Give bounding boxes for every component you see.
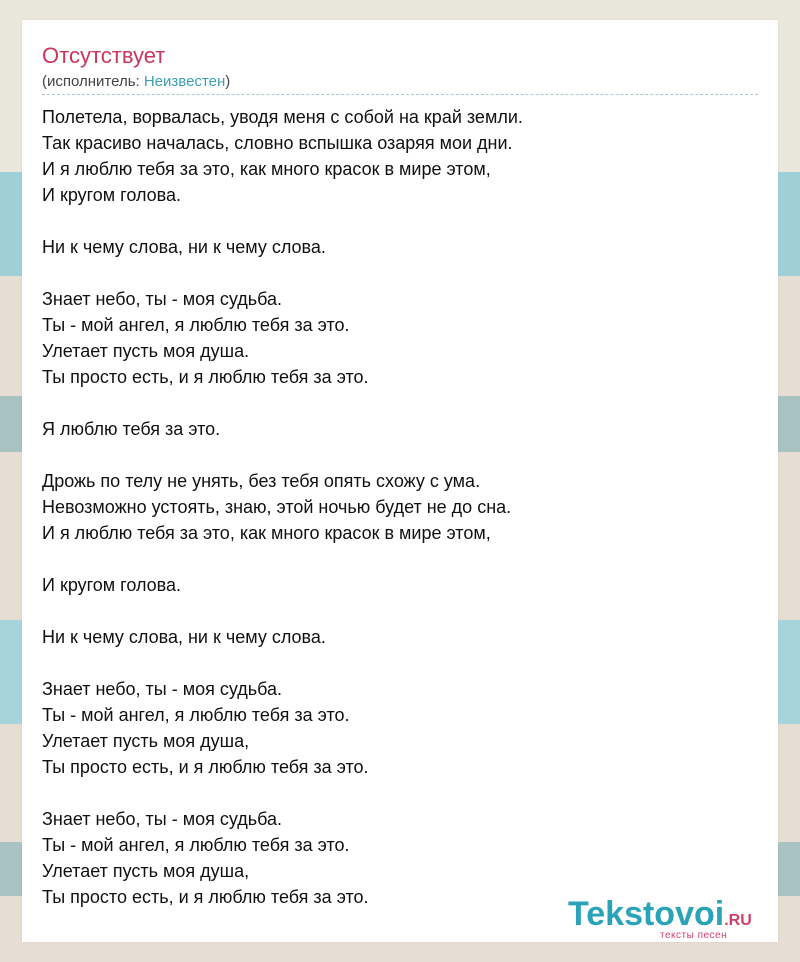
lyric-line: Дрожь по телу не унять, без тебя опять схожу с ума.: [42, 471, 481, 491]
lyric-line: Знает небо, ты - моя судьба.: [42, 809, 283, 829]
performer-link[interactable]: Неизвестен: [143, 73, 226, 90]
lyric-blank-line: [42, 442, 758, 468]
lyric-line: Улетает пусть моя душа.: [42, 341, 250, 361]
performer-prefix: (исполнитель:: [42, 73, 144, 90]
song-title: Отсутствует: [42, 43, 166, 68]
lyric-line: Ни к чему слова, ни к чему слова.: [42, 237, 326, 257]
lyric-line: Ты - мой ангел, я люблю тебя за это.: [42, 315, 350, 335]
lyric-line: Ты просто есть, и я люблю тебя за это.: [42, 887, 369, 907]
lyric-line: И кругом голова.: [42, 575, 182, 595]
lyric-line: Улетает пусть моя душа,: [42, 731, 250, 751]
lyrics-text: [42, 104, 758, 910]
lyric-line: Ты - мой ангел, я люблю тебя за это.: [42, 835, 350, 855]
performer-line: [42, 72, 230, 92]
lyric-blank-line: [42, 390, 758, 416]
lyric-line: И я люблю тебя за это, как много красок в мире этом,: [42, 523, 491, 543]
lyrics-card: [22, 20, 778, 942]
lyric-line: Ты просто есть, и я люблю тебя за это.: [42, 757, 369, 777]
title-divider: [42, 94, 758, 95]
site-logo[interactable]: [568, 896, 778, 942]
lyric-line: Знает небо, ты - моя судьба.: [42, 679, 283, 699]
lyric-line: Я люблю тебя за это.: [42, 419, 221, 439]
lyric-blank-line: [42, 546, 758, 572]
lyric-blank-line: [42, 650, 758, 676]
logo-main-text: Tekstovoi: [568, 895, 725, 933]
lyric-blank-line: [42, 208, 758, 234]
lyric-blank-line: [42, 780, 758, 806]
lyric-line: Улетает пусть моя душа,: [42, 861, 250, 881]
lyric-line: Полетела, ворвалась, уводя меня с собой на край земли.: [42, 107, 523, 127]
lyric-line: Ни к чему слова, ни к чему слова.: [42, 627, 326, 647]
logo-tagline: тексты песен: [660, 930, 728, 941]
lyric-line: Так красиво началась, словно вспышка озаряя мои дни.: [42, 133, 513, 153]
logo-tld: .RU: [724, 912, 752, 929]
lyric-line: Невозможно устоять, знаю, этой ночью будет не до сна.: [42, 497, 512, 517]
lyric-line: Ты - мой ангел, я люблю тебя за это.: [42, 705, 350, 725]
lyric-line: И я люблю тебя за это, как много красок в мире этом,: [42, 159, 491, 179]
performer-suffix: ): [225, 73, 231, 90]
lyric-blank-line: [42, 598, 758, 624]
lyric-line: Ты просто есть, и я люблю тебя за это.: [42, 367, 369, 387]
lyric-line: И кругом голова.: [42, 185, 182, 205]
lyric-blank-line: [42, 260, 758, 286]
lyric-line: Знает небо, ты - моя судьба.: [42, 289, 283, 309]
